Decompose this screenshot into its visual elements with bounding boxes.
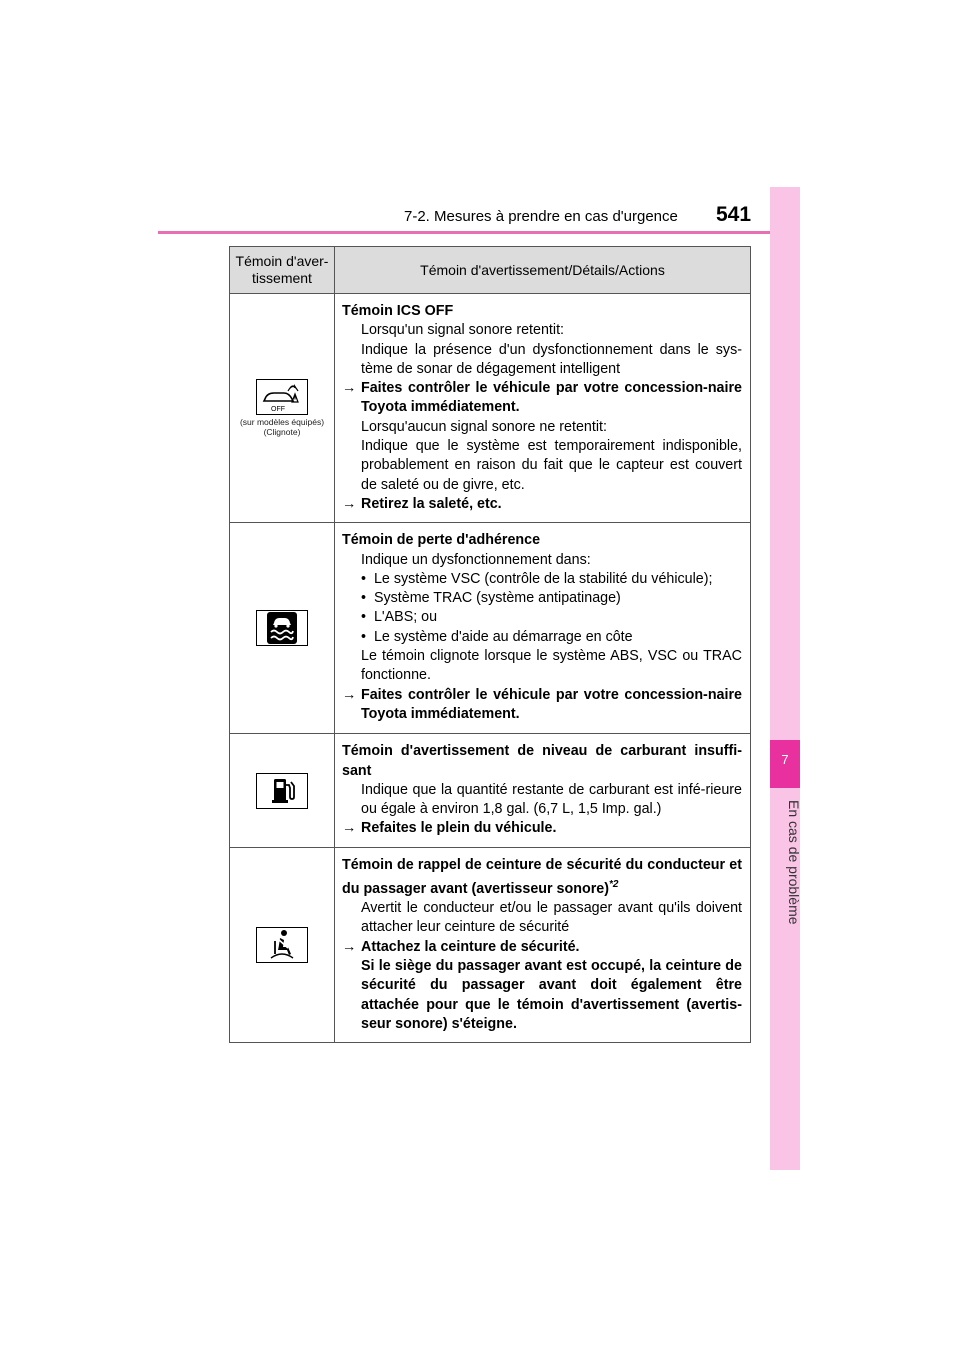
bullet-item: • Le système d'aide au démarrage en côte xyxy=(361,628,633,645)
row-action: → Retirez la saleté, etc. xyxy=(342,495,742,514)
table-row xyxy=(230,294,751,523)
page-number: 541 xyxy=(716,203,752,226)
row-text: Le témoin clignote lorsque le système ABS, VSC ou TRAC fonctionne. xyxy=(361,648,742,684)
arrow-icon: → xyxy=(342,495,357,512)
bullet-item: • L'ABS; ou xyxy=(361,609,438,626)
row-action: → Faites contrôler le véhicule par votre concession-naire Toyota immédiatement. xyxy=(342,380,742,416)
column-header-details: Témoin d'avertissement/Détails/Actions xyxy=(335,247,751,294)
row-text: Indique que le système est temporairement indisponible, probablement en raison du fait que le capteur est couvert de saleté ou de givre, etc. xyxy=(361,438,742,493)
row-action-detail: Si le siège du passager avant est occupé, la ceinture de sécurité du passager avant doit également être attachée pour que le témoin d'avertissement (avertis-seur sonore) s'éteigne. xyxy=(361,958,742,1032)
chapter-title: En cas de problème xyxy=(786,800,802,925)
table-row xyxy=(230,847,751,1042)
details-cell xyxy=(335,294,751,523)
table-row xyxy=(230,734,751,847)
seat-belt-icon xyxy=(256,927,308,963)
icon-cell xyxy=(230,523,335,734)
icon-note: (sur modèles équipés) (Clignote) xyxy=(239,417,325,438)
row-text: Lorsqu'un signal sonore retentit: xyxy=(361,322,565,339)
svg-text:OFF: OFF xyxy=(271,406,285,414)
row-title: Témoin d'avertissement de niveau de carburant insuffi-sant xyxy=(342,743,742,779)
row-text: Avertit le conducteur et/ou le passager avant qu'ils doivent attacher leur ceinture de sécurité xyxy=(361,900,742,936)
row-text: Lorsqu'aucun signal sonore ne retentit: xyxy=(361,418,607,435)
arrow-icon: → xyxy=(342,686,357,703)
side-tab xyxy=(770,187,800,1170)
table-row xyxy=(230,523,751,734)
column-header-icon: Témoin d'aver-tissement xyxy=(230,247,335,294)
icon-cell xyxy=(230,734,335,847)
arrow-icon: → xyxy=(342,938,357,955)
row-action: → Attachez la ceinture de sécurité. xyxy=(342,938,742,957)
details-cell xyxy=(335,734,751,847)
footnote-mark: *2 xyxy=(608,879,619,891)
chapter-number: 7 xyxy=(781,752,789,767)
table-header-row xyxy=(230,247,751,294)
details-cell xyxy=(335,523,751,734)
header-rule xyxy=(158,231,800,234)
row-action: → Faites contrôler le véhicule par votre concession-naire Toyota immédiatement. xyxy=(342,686,742,722)
details-cell xyxy=(335,847,751,1042)
arrow-icon: → xyxy=(342,820,357,837)
row-action: → Refaites le plein du véhicule. xyxy=(342,819,742,838)
row-text: Indique que la quantité restante de carburant est infé-rieure ou égale à environ 1,8 gal. (6,7 L, 1,5 Imp. gal.) xyxy=(361,781,742,818)
ics-off-icon xyxy=(256,379,308,415)
header-title: 7-2. Mesures à prendre en cas d'urgence xyxy=(404,208,678,225)
row-text: Indique la présence d'un dysfonctionnement dans le sys-tème de sonar de dégagement intelligent xyxy=(361,341,742,377)
bullet-item: • Le système VSC (contrôle de la stabilité du véhicule); xyxy=(361,570,713,587)
warning-lights-table xyxy=(229,246,751,1043)
row-text: Indique un dysfonctionnement dans: xyxy=(361,551,591,568)
arrow-icon: → xyxy=(342,380,357,397)
bullet-item: • Système TRAC (système antipatinage) xyxy=(361,590,621,607)
row-title: Témoin de perte d'adhérence xyxy=(342,532,541,549)
row-title: Témoin ICS OFF xyxy=(342,303,454,319)
icon-cell xyxy=(230,847,335,1042)
fuel-pump-icon xyxy=(256,773,308,809)
row-title: Témoin de rappel de ceinture de sécurité du conducteur et du passager avant (avertisseur sonore)$^{*2}$ xyxy=(342,856,742,897)
icon-cell xyxy=(230,294,335,523)
slip-indicator-icon xyxy=(256,610,308,646)
